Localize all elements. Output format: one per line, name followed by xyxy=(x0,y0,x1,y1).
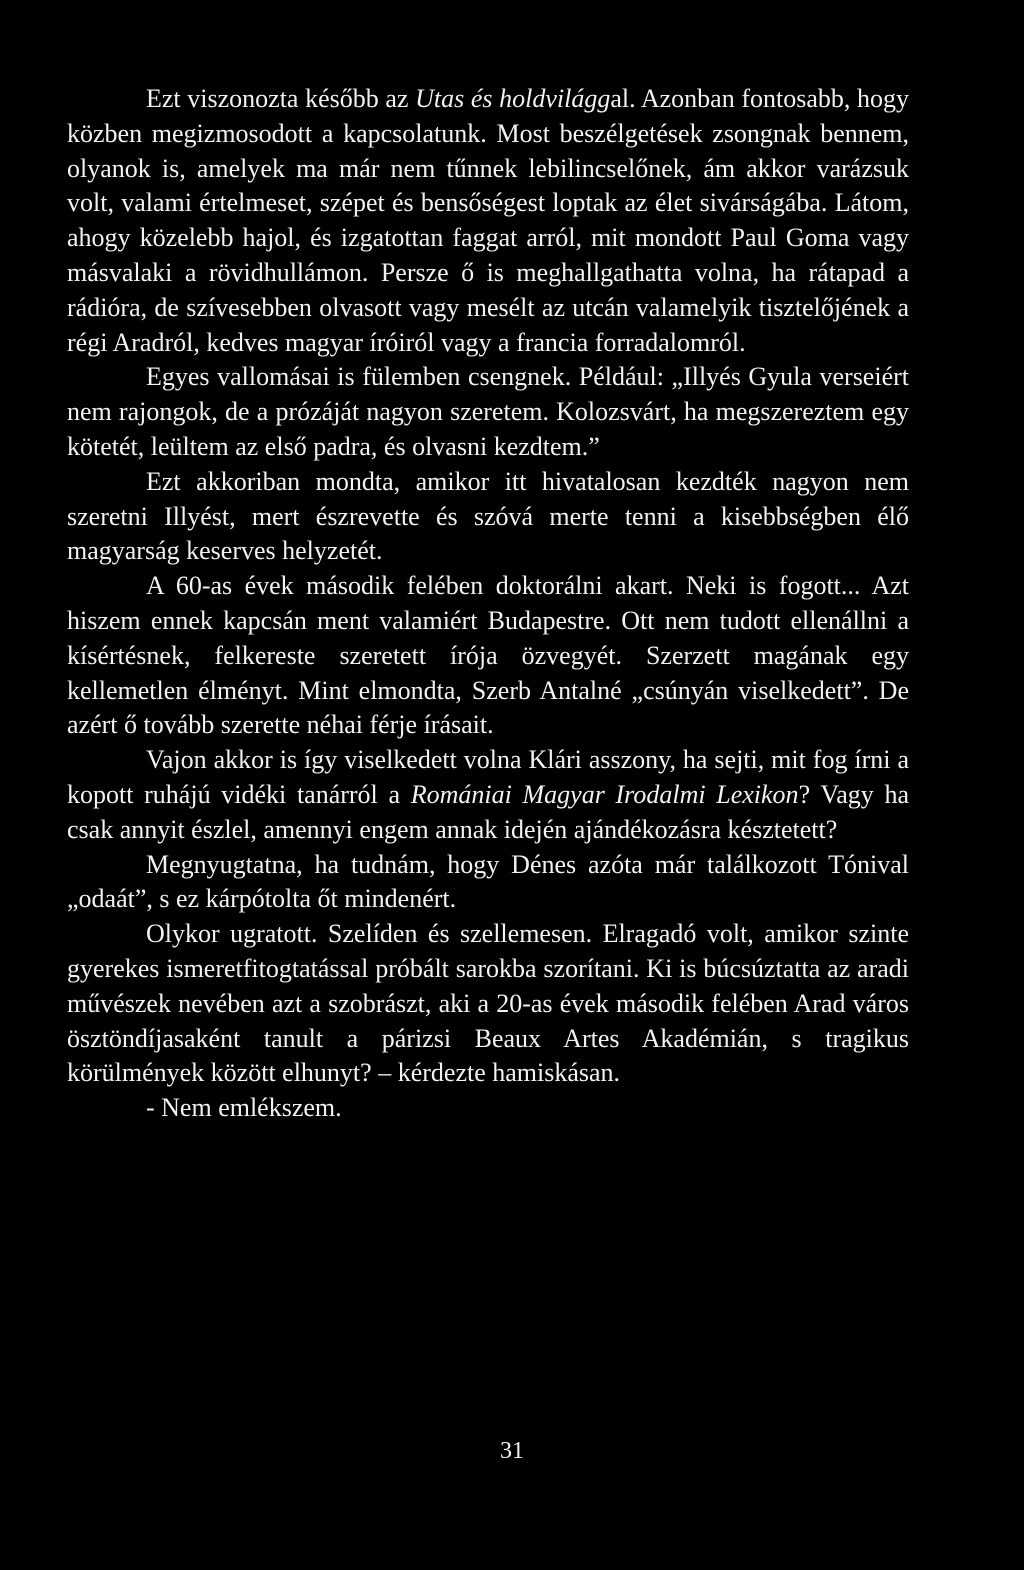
paragraph-1 xyxy=(67,82,909,360)
paragraph-5-run-3: ? Vagy ha csak annyit észlel, amennyi engem annak idején ajándékozásra késztetett? xyxy=(67,779,909,844)
paragraph-4 xyxy=(67,569,909,743)
paragraph-4-run-1: A 60-as évek második felében doktorálni akart. Neki is fogott... Azt hiszem ennek kapcsán ment valamiért Budapestre. Ott nem tudott ellenállni a kísértésnek, felkereste szeretett írója özvegyét. Szerzett magának egy kellemetlen élményt. Mint elmondta, Szerb Antalné „csúnyán viselkedett”. De azért ő tovább szerette néhai férje írásait. xyxy=(67,571,909,740)
page-number: 31 xyxy=(500,1438,524,1464)
paragraph-6-run-1: Megnyugtatna, ha tudnám, hogy Dénes azóta már találkozott Tónival „odaát”, s ez kárpótolta őt mindenért. xyxy=(67,849,909,914)
paragraph-5 xyxy=(67,743,909,847)
paragraph-7-run-1: Olykor ugratott. Szelíden és szellemesen. Elragadó volt, amikor szinte gyerekes ismeretfitogtatással próbált sarokba szorítani. Ki is búcsúztatta az aradi művészek nevében azt a szobrászt, aki a 20-as évek második felében Arad város ösztöndíjasaként tanult a párizsi Beaux Artes Akadémián, s tragikus körülmények között elhunyt? – kérdezte hamiskásan. xyxy=(67,919,909,1088)
paragraph-3 xyxy=(67,465,909,569)
paragraph-5-run-1: Vajon akkor is így viselkedett volna Klári asszony, ha sejti, mit fog írni a kopott ruhájú vidéki tanárról a xyxy=(67,745,909,809)
page-body xyxy=(67,82,909,1126)
book-title-utas-es-holdvilag: Utas és holdvilágg xyxy=(415,84,611,113)
paragraph-3-run-1: Ezt akkoriban mondta, amikor itt hivatalosan kezdték nagyon nem szeretni Illyést, mert észrevette és szóvá merte tenni a kisebbségben élő magyarság keserves helyzetét. xyxy=(67,466,909,566)
paragraph-1-run-1: Ezt viszonozta később az xyxy=(146,84,416,113)
paragraph-2 xyxy=(67,360,909,464)
book-title-lexikon: Romániai Magyar Irodalmi Lexikon xyxy=(410,779,799,809)
paragraph-6 xyxy=(67,848,909,918)
paragraph-8 xyxy=(67,1091,909,1126)
paragraph-7 xyxy=(67,917,909,1091)
paragraph-8-run-1: - Nem emlékszem. xyxy=(146,1093,342,1123)
paragraph-1-run-3: al. Azonban fontosabb, hogy közben megizmosodott a kapcsolatunk. Most beszélgetések zsongnak bennem, olyanok is, amelyek ma már nem tűnnek lebilincselőnek, ám akkor varázsuk volt, valami értelmeset, szépet és bensőségest loptak az élet sivárságába. Látom, ahogy közelebb hajol, és izgatottan faggat arról, mit mondott Paul Goma vagy másvalaki a rövidhullámon. Persze ő is meghallgathatta volna, ha rátapad a rádióra, de szívesebben olvasott vagy mesélt az utcán valamelyik tisztelőjének a régi Aradról, kedves magyar íróiról vagy a francia forradalomról. xyxy=(67,84,909,357)
paragraph-2-run-1: Egyes vallomásai is fülemben csengnek. Például: „Illyés Gyula verseiért nem rajongok, de a prózáját nagyon szeretem. Kolozsvárt, ha megszereztem egy kötetét, leültem az első padra, és olvasni kezdtem.” xyxy=(67,362,909,461)
